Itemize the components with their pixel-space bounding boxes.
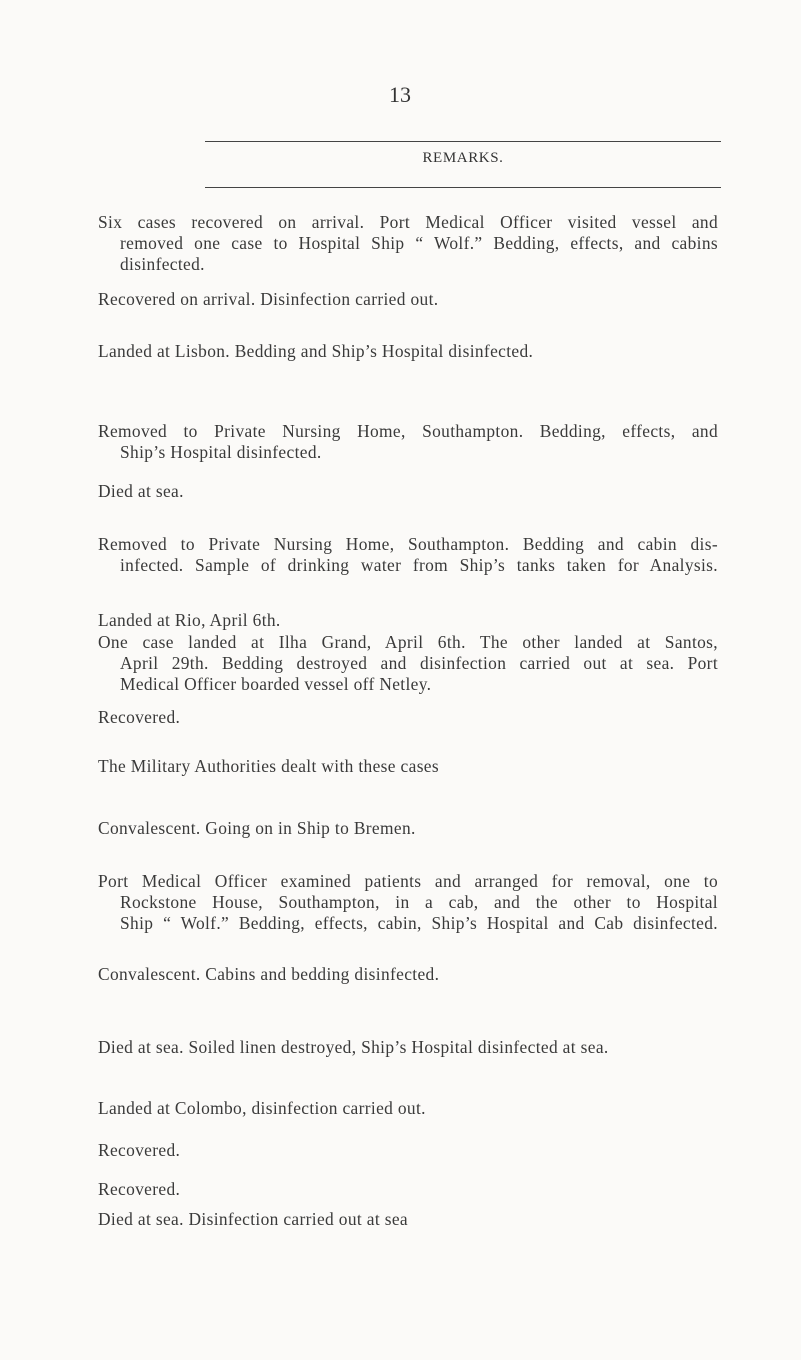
remark-line: Landed at Colombo, disinfection carried out. — [98, 1098, 426, 1118]
remark-entry — [98, 534, 718, 576]
remark-line: Convalescent. Going on in Ship to Bremen. — [98, 818, 416, 838]
remark-entry — [98, 1140, 718, 1161]
remark-line: Died at sea. Soiled linen destroyed, Ship’s Hospital disinfected at sea. — [98, 1037, 609, 1057]
remark-entry — [98, 707, 718, 728]
remark-line: Ship’s Hospital disinfected. — [120, 442, 322, 462]
remark-entry — [98, 871, 718, 934]
remark-line: Convalescent. Cabins and bedding disinfected. — [98, 964, 440, 984]
top-rule — [205, 141, 721, 142]
remark-line: Recovered on arrival. Disinfection carried out. — [98, 289, 439, 309]
bottom-rule — [205, 187, 721, 188]
section-heading: REMARKS. — [422, 150, 504, 166]
remark-line: April 29th. Bedding destroyed and disinfection carried out at sea. Port — [120, 653, 718, 673]
remark-entry — [98, 289, 718, 310]
remark-line: Landed at Rio, April 6th. — [98, 610, 281, 630]
remark-line: Died at sea. Disinfection carried out at sea — [98, 1209, 408, 1229]
remark-entry — [98, 1037, 718, 1058]
remark-line: Landed at Lisbon. Bedding and Ship’s Hospital disinfected. — [98, 341, 534, 361]
remark-line: One case landed at Ilha Grand, April 6th. The other landed at Santos, — [98, 632, 718, 652]
remark-line: The Military Authorities dealt with these cases — [98, 756, 439, 776]
remark-entry — [98, 818, 718, 839]
remark-entry — [98, 1179, 718, 1200]
remark-line: Medical Officer boarded vessel off Netley. — [120, 674, 432, 694]
remark-line: Recovered. — [98, 1140, 181, 1160]
remark-entry — [98, 212, 718, 275]
remark-line: Removed to Private Nursing Home, Southampton. Bedding, effects, and — [98, 421, 718, 441]
remark-entry — [98, 610, 718, 631]
remark-line: Died at sea. — [98, 481, 184, 501]
remark-entry — [98, 964, 718, 985]
remark-line: Recovered. — [98, 1179, 181, 1199]
remark-line: Ship “ Wolf.” Bedding, effects, cabin, Ship’s Hospital and Cab disinfected. — [120, 913, 718, 933]
remark-line: Six cases recovered on arrival. Port Medical Officer visited vessel and — [98, 212, 718, 232]
remark-entry — [98, 756, 718, 777]
remark-line: removed one case to Hospital Ship “ Wolf.” Bedding, effects, and cabins — [120, 233, 718, 253]
remark-line: Removed to Private Nursing Home, Southampton. Bedding and cabin dis- — [98, 534, 718, 554]
remark-line: Port Medical Officer examined patients and arranged for removal, one to — [98, 871, 718, 891]
remark-entry — [98, 341, 718, 362]
remark-entry — [98, 421, 718, 463]
remark-entry — [98, 1209, 718, 1230]
page-number: 13 — [389, 82, 411, 107]
remark-line: Recovered. — [98, 707, 181, 727]
remark-line: infected. Sample of drinking water from Ship’s tanks taken for Analysis. — [120, 555, 718, 575]
remark-entry — [98, 481, 718, 502]
remark-entry — [98, 632, 718, 695]
remark-entry — [98, 1098, 718, 1119]
remark-line: Rockstone House, Southampton, in a cab, and the other to Hospital — [120, 892, 718, 912]
remark-line: disinfected. — [120, 254, 205, 274]
